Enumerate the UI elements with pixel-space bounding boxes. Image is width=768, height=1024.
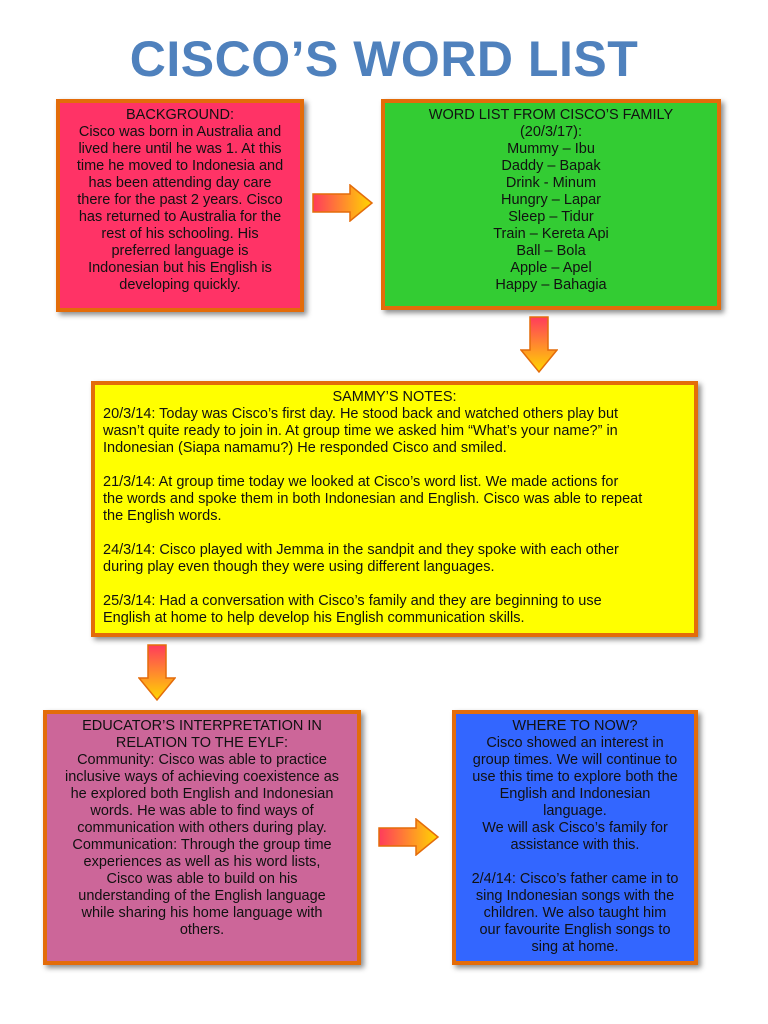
word-list-heading: WORD LIST FROM CISCO’S FAMILY [428, 107, 674, 123]
notes-line: English at home to help develop his English communication skills. [103, 610, 525, 626]
background-line: Cisco was born in Australia and [78, 124, 282, 140]
where-line: Cisco showed an interest in [486, 735, 664, 751]
background-line: lived here until he was 1. At this [78, 141, 282, 157]
interpretation-line: Community: Cisco was able to practice [77, 752, 327, 768]
where-line: English and Indonesian [499, 786, 651, 802]
interpretation-heading: RELATION TO THE EYLF: [115, 735, 289, 751]
word-list-item: Apple – Apel [510, 260, 592, 276]
word-list-item: Ball – Bola [516, 243, 586, 259]
interpretation-line: others. [179, 922, 225, 938]
word-list-item: Daddy – Bapak [501, 158, 601, 174]
interpretation-heading: EDUCATOR’S INTERPRETATION IN [82, 718, 322, 734]
word-list-item: Sleep – Tidur [508, 209, 594, 225]
interpretation-line: words. He was able to find ways of [90, 803, 314, 819]
word-list-date: (20/3/17): [519, 124, 583, 140]
sammys-notes-box [91, 381, 698, 637]
notes-line: 24/3/14: Cisco played with Jemma in the sandpit and they spoke with each other [103, 542, 619, 558]
notes-line: the English words. [103, 508, 222, 524]
word-list-item: Mummy – Ibu [507, 141, 595, 157]
notes-line: the words and spoke them in both Indonesian and English. Cisco was able to repeat [103, 491, 643, 507]
background-line: rest of his schooling. His [101, 226, 259, 242]
interpretation-line: Cisco was able to build on his [106, 871, 298, 887]
interpretation-line: understanding of the English language [78, 888, 326, 904]
down-arrow-icon [520, 316, 558, 374]
background-box [56, 99, 304, 312]
interpretation-line: Communication: Through the group time [72, 837, 332, 853]
notes-line: wasn’t quite ready to join in. At group time we asked him “What’s your name?” in [103, 423, 618, 439]
where-line: assistance with this. [510, 837, 640, 853]
where-to-now-box [452, 710, 698, 965]
background-line: preferred language is [111, 243, 249, 259]
word-list-item: Happy – Bahagia [495, 277, 607, 293]
where-line: sing Indonesian songs with the [475, 888, 675, 904]
educator-interpretation-box [43, 710, 361, 965]
word-list-item: Hungry – Lapar [501, 192, 601, 208]
where-line: children. We also taught him [483, 905, 667, 921]
background-line: Indonesian but his English is [88, 260, 272, 276]
where-line: use this time to explore both the [472, 769, 678, 785]
where-line: our favourite English songs to [479, 922, 671, 938]
down-arrow-icon [138, 644, 176, 702]
right-arrow-icon [378, 818, 440, 856]
where-line: sing at home. [531, 939, 619, 955]
background-heading: BACKGROUND: [126, 107, 234, 123]
interpretation-line: he explored both English and Indonesian [70, 786, 334, 802]
background-line: has been attending day care [88, 175, 272, 191]
interpretation-line: while sharing his home language with [81, 905, 323, 921]
interpretation-line: inclusive ways of achieving coexistence as [64, 769, 340, 785]
where-heading: WHERE TO NOW? [512, 718, 638, 734]
background-line: time he moved to Indonesia and [76, 158, 284, 174]
interpretation-line: experiences as well as his word lists, [83, 854, 321, 870]
where-line: We will ask Cisco’s family for [482, 820, 668, 836]
word-list-item: Train – Kereta Api [493, 226, 609, 242]
notes-line: Indonesian (Siapa namamu?) He responded Cisco and smiled. [103, 440, 507, 456]
where-line: language. [543, 803, 607, 819]
word-list-box [381, 99, 721, 310]
where-line: group times. We will continue to [472, 752, 678, 768]
where-line: 2/4/14: Cisco’s father came in to [471, 871, 679, 887]
word-list-item: Drink - Minum [505, 175, 597, 191]
background-line: developing quickly. [119, 277, 241, 293]
interpretation-line: communication with others during play. [77, 820, 327, 836]
background-line: there for the past 2 years. Cisco [77, 192, 283, 208]
page-title: CISCO’S WORD LIST [129, 31, 639, 87]
notes-heading: SAMMY’S NOTES: [332, 389, 457, 405]
notes-line: 20/3/14: Today was Cisco’s first day. He stood back and watched others play but [103, 406, 619, 422]
notes-line: 21/3/14: At group time today we looked at Cisco’s word list. We made actions for [103, 474, 619, 490]
notes-line: 25/3/14: Had a conversation with Cisco’s family and they are beginning to use [103, 593, 602, 609]
notes-line: during play even though they were using different languages. [103, 559, 495, 575]
right-arrow-icon [312, 184, 374, 222]
background-line: has returned to Australia for the [78, 209, 282, 225]
